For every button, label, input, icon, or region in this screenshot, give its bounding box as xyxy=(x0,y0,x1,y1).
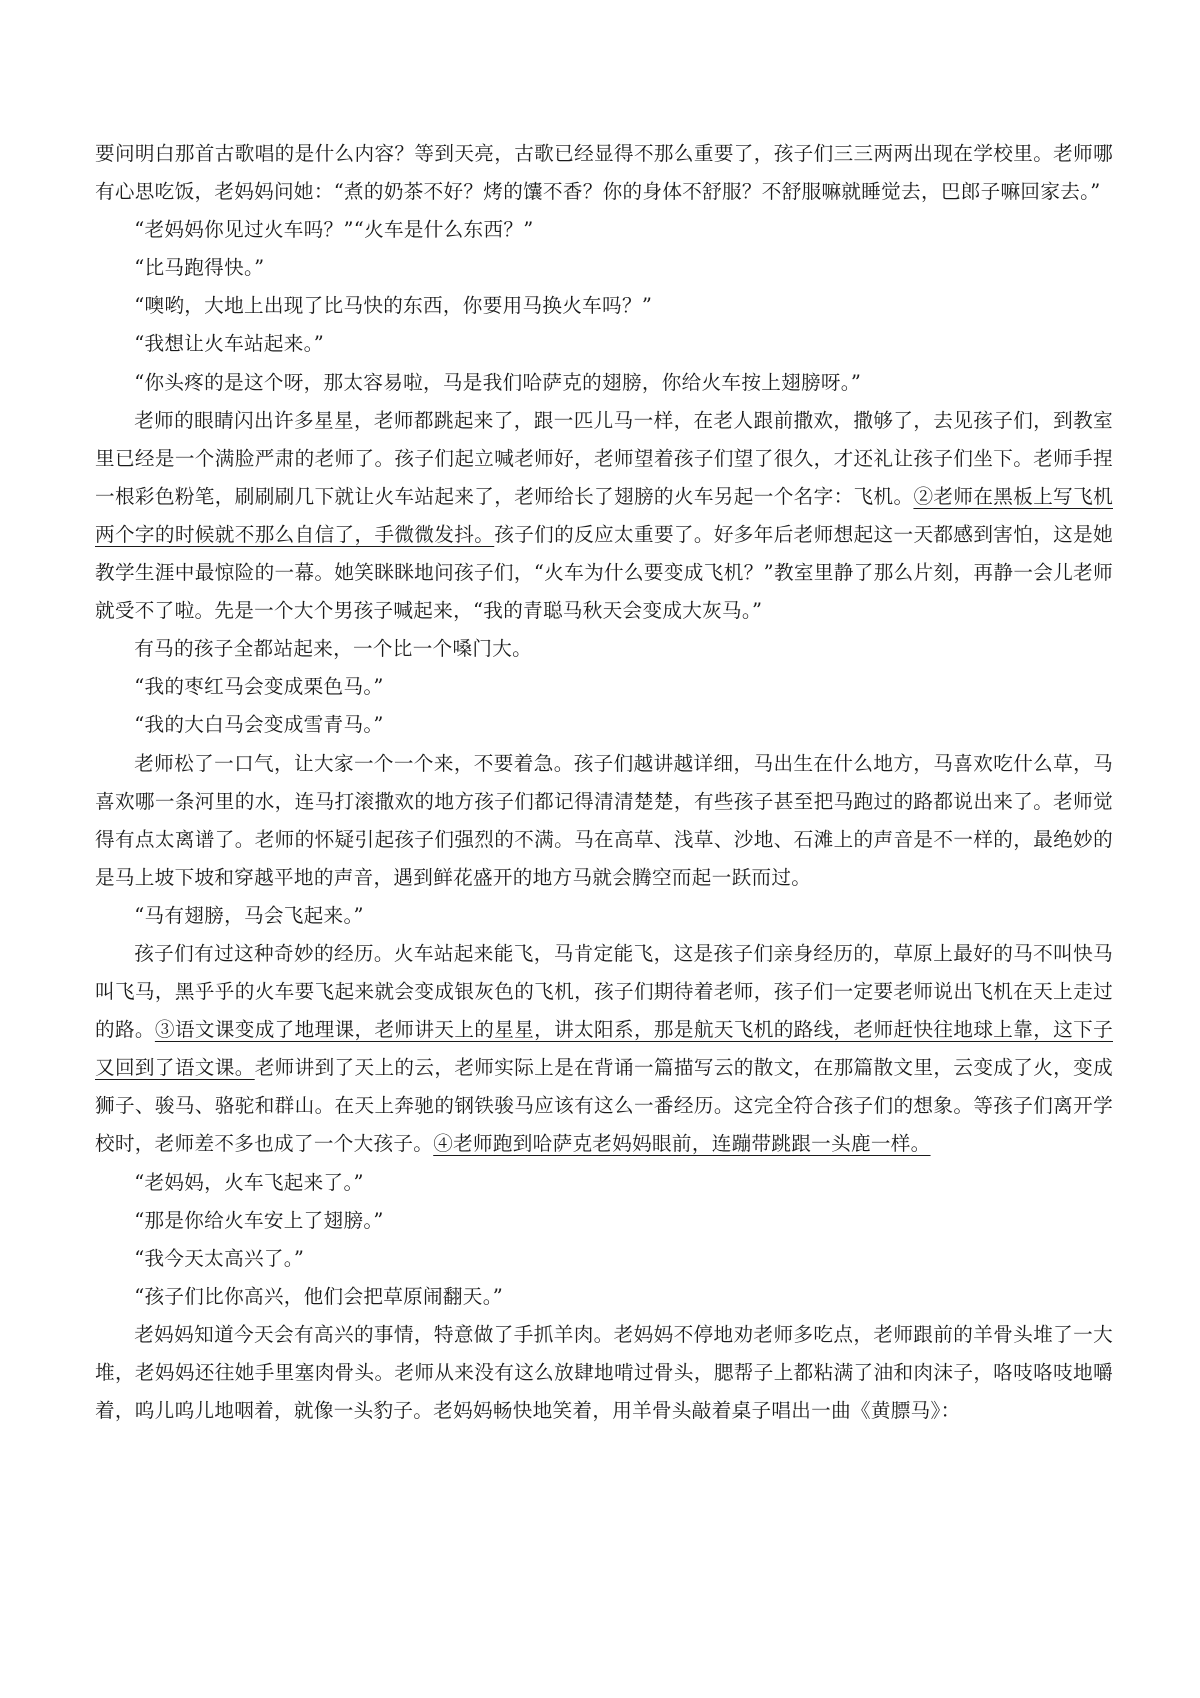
document-page xyxy=(95,135,1113,1430)
paragraph-children-stand: 有马的孩子全都站起来，一个比一个嗓门大。 xyxy=(134,637,533,661)
text-segment: 孩子们有过这种奇妙的经历。火车站起来能飞，马肯定能飞，这是孩子们亲身经历的，草原上最好的马不叫快马叫飞马，黑乎乎的火车要飞起来就会变成银灰色的飞机，孩子们期待着老师，孩子们一定要老师说出飞机在天上走过的路。 xyxy=(95,941,1113,1042)
dialogue-faster-than-horse: “比马跑得快。” xyxy=(134,256,265,280)
underlined-sentence-2: ②老师在黑板上写飞机两个字的时候就不那么自信了，手微微发抖。 xyxy=(95,484,1113,546)
text-segment: 老师讲到了天上的云，老师实际上是在背诵一篇描写云的散文，在那篇散文里，云变成了火，变成狮子、骏马、骆驼和群山。在天上奔驰的钢铁骏马应该有这么一番经历。这完全符合孩子们的想象。等孩子们离开学校时，老师差不多也成了一个大孩子。 xyxy=(95,1056,1113,1156)
dialogue-white-horse: “我的大白马会变成雪青马。” xyxy=(134,713,384,737)
dialogue-happy: “我今天太高兴了。” xyxy=(134,1246,305,1270)
dialogue-exchange-horse: “噢哟，大地上出现了比马快的东西，你要用马换火车吗？” xyxy=(134,294,653,318)
dialogue-horse-flies: “马有翅膀，马会飞起来。” xyxy=(134,903,364,927)
paragraph-geography xyxy=(95,935,1113,1164)
dialogue-train-flew: “老妈妈，火车飞起来了。” xyxy=(134,1170,364,1194)
underlined-sentence-3: ③语文课变成了地理课，老师讲天上的星星，讲太阳系，那是航天飞机的路线，老师赶快往地球上靠，这下子又回到了语文课。 xyxy=(95,1018,1113,1080)
dialogue-train: “老妈妈你见过火车吗？”“火车是什么东西？” xyxy=(134,218,534,242)
paragraph-details: 老师松了一口气，让大家一个一个来，不要着急。孩子们越讲越详细，马出生在什么地方，马喜欢吃什么草，马喜欢哪一条河里的水，连马打滚撒欢的地方孩子们都记得清清楚楚，有些孩子甚至把马跑过的路都说出来了。老师觉得有点太离谱了。老师的怀疑引起孩子们强烈的不满。马在高草、浅草、沙地、石滩上的声音是不一样的，最绝妙的是马上坡下坡和穿越平地的声音，遇到鲜花盛开的地方马就会腾空而起一跃而过。 xyxy=(95,751,1113,889)
paragraph-1: 要问明白那首古歌唱的是什么内容？等到天亮，古歌已经显得不那么重要了，孩子们三三两两出现在学校里。老师哪有心思吃饭，老妈妈问她：“煮的奶茶不好？烤的馕不香？你的身体不舒服？不舒服嘛就睡觉去，巴郎子嘛回家去。” xyxy=(95,142,1113,204)
text-segment: 老师的眼睛闪出许多星星，老师都跳起来了，跟一匹儿马一样，在老人跟前撒欢，撒够了，去见孩子们，到教室里已经是一个满脸严肃的老师了。孩子们起立喊老师好，老师望着孩子们望了很久，才还礼让孩子们坐下。老师手捏一根彩色粉笔，刷刷刷几下就让火车站起来了，老师给长了翅膀的火车另起一个名字：飞机。 xyxy=(95,408,1113,508)
dialogue-gave-wings: “那是你给火车安上了翅膀。” xyxy=(134,1208,384,1232)
dialogue-stand-up: “我想让火车站起来。” xyxy=(134,332,325,356)
underlined-sentence-4: ④老师跑到哈萨克老妈妈眼前，连蹦带跳跟一头鹿一样。 xyxy=(433,1132,931,1156)
dialogue-wings: “你头疼的是这个呀，那太容易啦，马是我们哈萨克的翅膀，你给火车按上翅膀呀。” xyxy=(134,370,862,394)
paragraph-classroom xyxy=(95,402,1113,631)
dialogue-children-happier: “孩子们比你高兴，他们会把草原闹翻天。” xyxy=(134,1284,504,1308)
text-segment: 孩子们的反应太重要了。好多年后老师想起这一天都感到害怕，这是她教学生涯中最惊险的一幕。她笑眯眯地问孩子们，“火车为什么要变成飞机？”教室里静了那么片刻，再静一会儿老师就受不了啦。先是一个大个男孩子喊起来，“我的青聪马秋天会变成大灰马。” xyxy=(95,522,1113,623)
paragraph-mutton: 老妈妈知道今天会有高兴的事情，特意做了手抓羊肉。老妈妈不停地劝老师多吃点，老师跟前的羊骨头堆了一大堆，老妈妈还往她手里塞肉骨头。老师从来没有这么放肆地啃过骨头，腮帮子上都粘满了油和肉沫子，咯吱咯吱地嚼着，呜儿呜儿地咽着，就像一头豹子。老妈妈畅快地笑着，用羊骨头敲着桌子唱出一曲《黄膘马》： xyxy=(95,1322,1113,1423)
dialogue-chestnut-horse: “我的枣红马会变成栗色马。” xyxy=(134,675,384,699)
